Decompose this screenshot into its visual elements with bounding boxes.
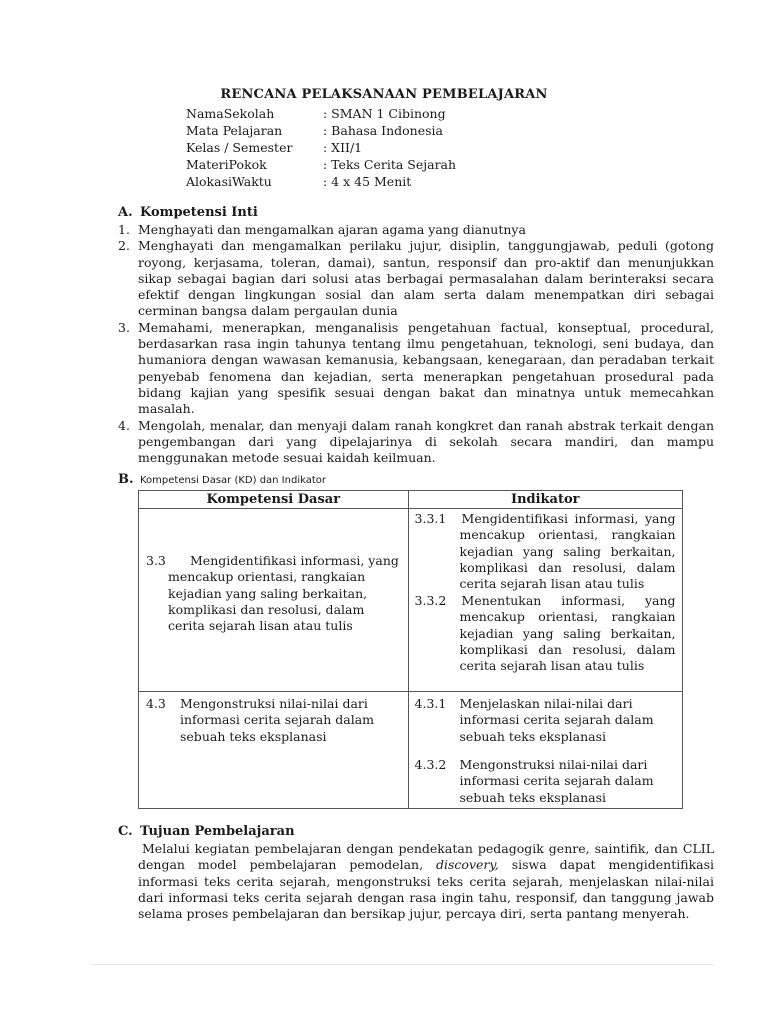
- list-item: [118, 238, 714, 319]
- info-label: NamaSekolah: [186, 106, 275, 121]
- paragraph-text: Melalui kegiatan pembelajaran dengan pendekatan pedagogik genre, saintifik, dan CLIL dengan model pembelajaran pemodelan,: [138, 841, 714, 873]
- section-title: Tujuan Pembelajaran: [140, 824, 295, 839]
- table-header-row: [139, 491, 683, 509]
- info-value: : Bahasa Indonesia: [323, 123, 443, 138]
- section-c-heading: [118, 824, 295, 839]
- info-label: MateriPokok: [186, 157, 267, 172]
- indicator-number: 4.3.2: [414, 757, 447, 772]
- list-number: 1.: [118, 222, 130, 237]
- section-letter: A.: [118, 205, 133, 220]
- table-cell: [408, 692, 682, 809]
- info-row: [186, 173, 456, 190]
- list-number: 3.: [118, 319, 130, 335]
- info-row: [186, 122, 456, 139]
- indicator-text: Mengonstruksi nilai-nilai dari informasi cerita sejarah dalam sebuah teks eksplanasi: [459, 757, 654, 805]
- section-title: Kompetensi Inti: [140, 205, 258, 220]
- info-value: : 4 x 45 Menit: [323, 174, 412, 189]
- paragraph-text: siswa dapat mengidentifikasi informasi teks cerita sejarah, mengonstruksi teks cerita sejarah, menjelaskan nilai-nilai dari informasi teks cerita sejarah dengan rasa ingin tahu, responsif, dan tanggung jawab selama proses pembelajaran dan bersikap jujur, percaya diri, serta pantang menyerah.: [138, 857, 715, 922]
- column-header: Indikator: [408, 491, 682, 509]
- info-value: : Teks Cerita Sejarah: [323, 157, 457, 172]
- tujuan-paragraph: [138, 841, 714, 922]
- list-text: Menghayati dan mengamalkan ajaran agama yang dianutnya: [138, 222, 526, 237]
- list-text: Menghayati dan mengamalkan perilaku jujur, disiplin, tanggungjawab, peduli (gotong royong, kerjasama, toleran, damai), santun, responsif dan pro-aktif dan menunjukkan sikap sebagai bagian dari solusi atas berbagai permasalahan dalam berinteraksi secara efektif dengan lingkungan sosial dan alam serta dalam menempatkan diri sebagai cerminan bangsa dalam pergaulan dunia: [138, 238, 714, 319]
- page-divider: [92, 964, 714, 965]
- column-header: Kompetensi Dasar: [139, 491, 409, 509]
- table-row: [139, 509, 683, 692]
- info-value: : SMAN 1 Cibinong: [323, 106, 446, 121]
- info-label: AlokasiWaktu: [186, 174, 272, 189]
- kd-number: 4.3: [146, 696, 166, 711]
- table-cell: [139, 692, 409, 809]
- indicator-number: 3.3.2: [414, 593, 447, 608]
- table-cell: [139, 509, 409, 692]
- info-row: [186, 105, 456, 122]
- indicator-text: Menentukan informasi, yang mencakup orientasi, rangkaian kejadian yang saling berkaitan, komplikasi dan resolusi, dalam cerita sejarah lisan atau tulis: [459, 593, 676, 674]
- section-letter: B.: [118, 472, 134, 487]
- kd-number: 3.3: [146, 553, 166, 568]
- section-title: Kompetensi Dasar (KD) dan Indikator: [140, 475, 326, 486]
- kd-text: Mengonstruksi nilai-nilai dari informasi cerita sejarah dalam sebuah teks eksplanasi: [180, 696, 375, 744]
- list-number: 2.: [118, 238, 130, 254]
- indicator-number: 4.3.1: [414, 696, 447, 711]
- section-a-heading: [118, 205, 258, 220]
- table-cell: [408, 509, 682, 692]
- table-row: [139, 692, 683, 809]
- info-block: [186, 105, 456, 190]
- info-label: Mata Pelajaran: [186, 123, 283, 138]
- list-text: Memahami, menerapkan, menganalisis pengetahuan factual, konseptual, procedural, berdasarkan rasa ingin tahunya tentang ilmu pengetahuan, teknologi, seni budaya, dan humaniora dengan wawasan kemanusia, kebangsaan, kenegaraan, dan peradaban terkait penyebab fenomena dan kejadian, serta menerapkan pengetahuan prosedural pada bidang kajian yang spesifik sesuai dengan bakat dan minatnya untuk memecahkan masalah.: [138, 319, 714, 417]
- info-value: : XII/1: [323, 140, 363, 155]
- info-row: [186, 156, 456, 173]
- list-item: [118, 418, 714, 467]
- kompetensi-inti-list: [118, 222, 714, 466]
- list-number: 4.: [118, 417, 130, 433]
- list-item: [118, 320, 714, 418]
- section-letter: C.: [118, 824, 133, 839]
- list-item: [118, 222, 714, 238]
- kd-indikator-table: [138, 490, 683, 809]
- indicator-text: Menjelaskan nilai-nilai dari informasi cerita sejarah dalam sebuah teks eksplanasi: [459, 696, 654, 744]
- info-label: Kelas / Semester: [186, 140, 293, 155]
- list-text: Mengolah, menalar, dan menyaji dalam ranah kongkret dan ranah abstrak terkait dengan pengembangan dari yang dipelajarinya di sekolah secara mandiri, dan mampu menggunakan metode sesuai kaidah keilmuan.: [138, 417, 714, 466]
- indicator-number: 3.3.1: [414, 511, 447, 526]
- paragraph-italic-text: discovery,: [436, 857, 499, 873]
- info-row: [186, 139, 456, 156]
- section-b-heading: [118, 472, 326, 487]
- document-title: RENCANA PELAKSANAAN PEMBELAJARAN: [220, 87, 548, 102]
- indicator-text: Mengidentifikasi informasi, yang mencakup orientasi, rangkaian kejadian yang saling berkaitan, komplikasi dan resolusi, dalam cerita sejarah lisan atau tulis: [459, 511, 676, 592]
- kd-text: Mengidentifikasi informasi, yang mencakup orientasi, rangkaian kejadian yang saling berkaitan, komplikasi dan resolusi, dalam cerita sejarah lisan atau tulis: [168, 553, 399, 634]
